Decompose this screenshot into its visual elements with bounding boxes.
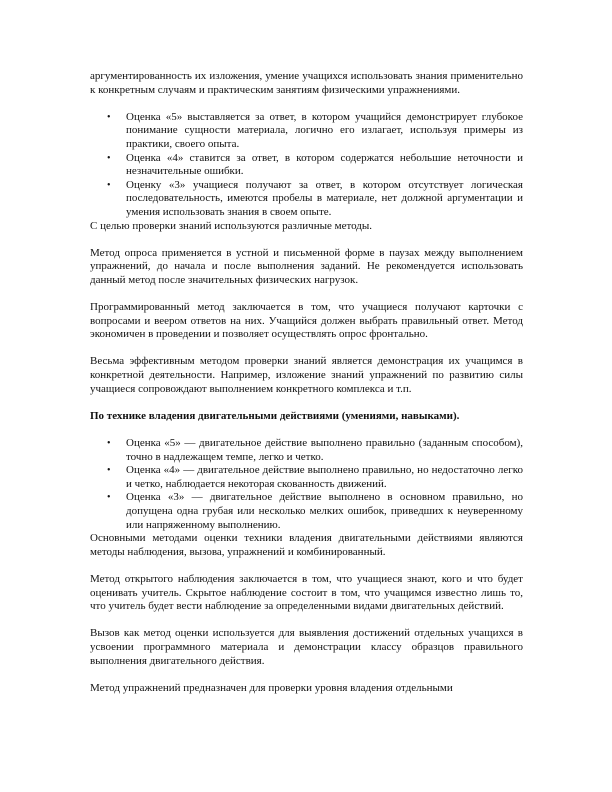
document-page bbox=[90, 70, 523, 695]
paragraph-exercise-method: Метод упражнений предназначен для проверки уровня владения отдельными bbox=[90, 681, 453, 694]
technique-grades-list bbox=[90, 437, 523, 532]
list-item-grade-4 bbox=[107, 151, 523, 179]
list-item-text: Оценка «4» — двигательное действие выполнено правильно, но недостаточно легко и четко, наблюдается некоторая скованность движений. bbox=[126, 464, 523, 490]
bullet-icon: • bbox=[107, 152, 111, 164]
list-item-technique-3 bbox=[107, 491, 523, 532]
bullet-icon: • bbox=[107, 179, 111, 191]
knowledge-grades-list bbox=[90, 111, 523, 220]
list-item-text: Оценку «3» учащиеся получают за ответ, в котором отсутствует логическая последовательность, имеются пробелы в материале, нет должной аргументации и умения использовать знания в своем опыте. bbox=[126, 178, 523, 218]
list-item-grade-5 bbox=[107, 110, 523, 152]
paragraph-programmed-method: Программированный метод заключается в том, что учащиеся получают карточки с вопросами и веером ответов на них. Учащийся должен выбрать правильный ответ. Метод экономичен в проведении и позволяет осуществлять опрос фронтально. bbox=[90, 301, 523, 341]
paragraph-observation-method: Метод открытого наблюдения заключается в том, что учащиеся знают, кого и что будет оценивать учитель. Скрытое наблюдение состоит в том, что учащимся известно лишь то, что учитель будет вести наблюдение за определенными видами двигательных действий. bbox=[90, 572, 523, 613]
section-heading: По технике владения двигательными действиями (умениями, навыками). bbox=[90, 409, 460, 422]
bullet-icon: • bbox=[107, 465, 111, 477]
bullet-icon: • bbox=[107, 111, 111, 123]
paragraph-call-method: Вызов как метод оценки используется для выявления достижений отдельных учащихся в усвоении программного материала и демонстрации классу образцов правильного выполнения двигательного действия. bbox=[90, 627, 523, 667]
list-item-text: Оценка «5» — двигательное действие выполнено правильно (заданным способом), точно в надлежащем темпе, легко и четко. bbox=[126, 437, 523, 463]
paragraph-argumentation: аргументированность их изложения, умение учащихся использовать знания применительно к конкретным случаям и практическим занятиям физическими упражнениями. bbox=[90, 70, 523, 96]
list-item-technique-4 bbox=[107, 464, 523, 491]
paragraph-main-methods: Основными методами оценки техники владения двигательными действиями являются методы наблюдения, вызова, упражнений и комбинированный. bbox=[90, 532, 523, 558]
bullet-icon: • bbox=[107, 492, 111, 504]
paragraph-demonstration: Весьма эффективным методом проверки знаний является демонстрация их учащимся в конкретной деятельности. Например, изложение знаний упражнений по развитию силы учащиеся сопровождают выполнением конкретного комплекса и т.п. bbox=[90, 355, 523, 395]
list-item-grade-3 bbox=[107, 178, 523, 220]
list-item-technique-5 bbox=[107, 437, 523, 464]
list-item-text: Оценка «4» ставится за ответ, в котором содержатся небольшие неточности и незначительные ошибки. bbox=[126, 151, 523, 178]
bullet-icon: • bbox=[107, 438, 111, 450]
paragraph-methods-intro: С целью проверки знаний используются различные методы. bbox=[90, 219, 373, 232]
list-item-text: Оценка «3» — двигательное действие выполнено в основном правильно, но допущена одна грубая или несколько мелких ошибок, приведших к неуверенному или напряженному выполнению. bbox=[126, 491, 523, 531]
list-item-text: Оценка «5» выставляется за ответ, в котором учащийся демонстрирует глубокое понимание сущности материала, логично его излагает, используя примеры из практики, своего опыта. bbox=[126, 110, 523, 150]
paragraph-survey-method: Метод опроса применяется в устной и письменной форме в паузах между выполнением упражнений, до начала и после выполнения заданий. Не рекомендуется использовать данный метод после значительных физических нагрузок. bbox=[90, 246, 523, 286]
